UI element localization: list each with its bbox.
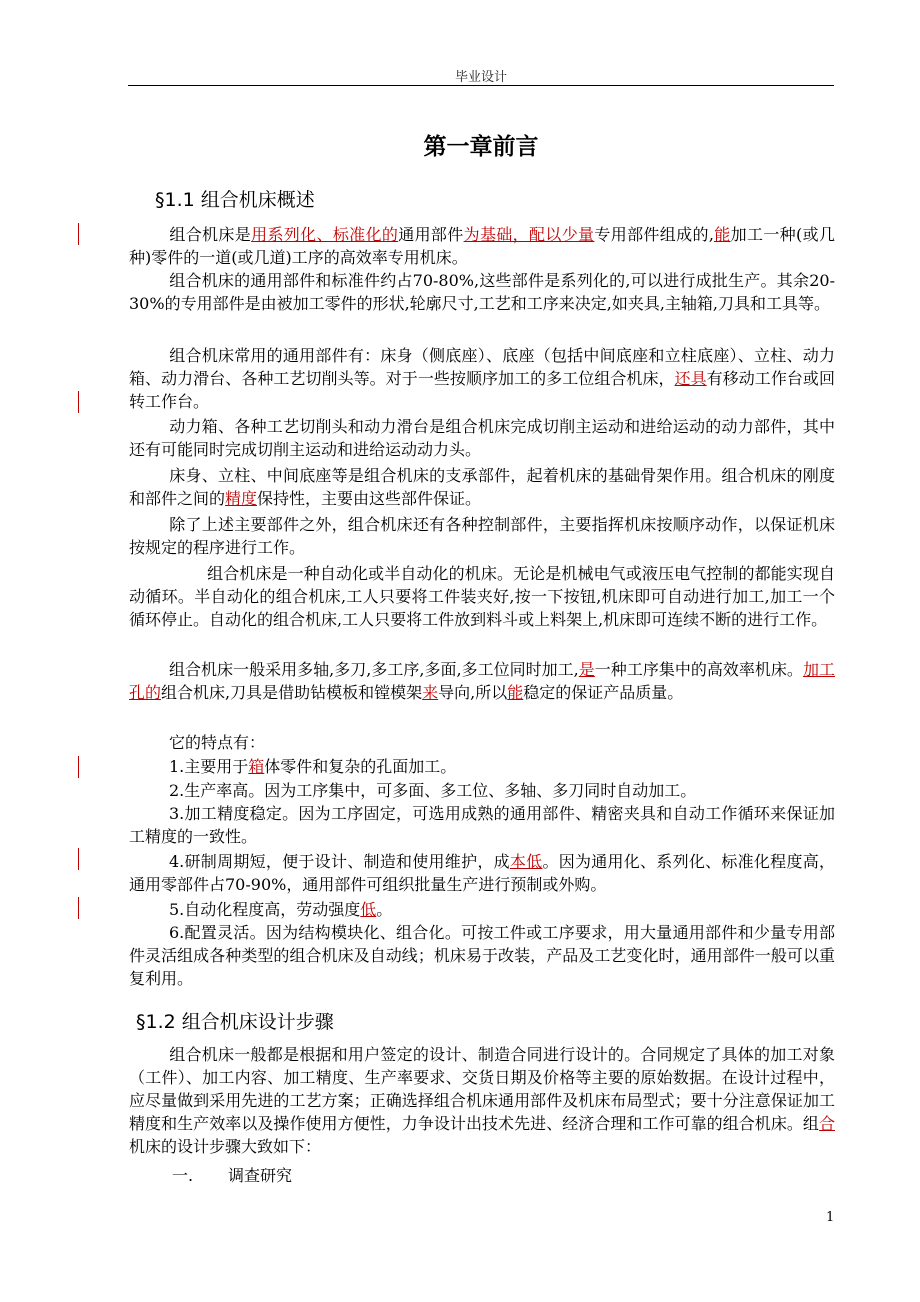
paragraph-1: 组合机床是用系列化、标准化的通用部件为基础，配以少量专用部件组成的,能加工一种(或几种)零件的一道(或几道)工序的高效率专用机床。 xyxy=(129,225,835,267)
feature-1: 1.主要用于箱体零件和复杂的孔面加工。 xyxy=(169,757,457,776)
paragraph-5: 床身、立柱、中间底座等是组合机床的支承部件，起着机床的基础骨架作用。组合机床的刚度和部件之间的精度保持性，主要由这些部件保证。 xyxy=(129,466,835,508)
feature-5: 5.自动化程度高，劳动强度低。 xyxy=(169,900,393,919)
section-heading-1-1: §1.1 组合机床概述 xyxy=(155,189,315,211)
paragraph-8: 组合机床一般采用多轴,多刀,多工序,多面,多工位同时加工,是一种工序集中的高效率机床。加工孔的组合机床,刀具是借助钻模板和镗模架来导向,所以能稳定的保证产品质量。 xyxy=(129,660,835,702)
paragraph-3: 组合机床常用的通用部件有：床身（侧底座）、底座（包括中间底座和立柱底座）、立柱、动力箱、动力滑台、各种工艺切削头等。对于一些按顺序加工的多工位组合机床，还具有移动工作台或回转工作台。 xyxy=(129,346,835,411)
revision-bar xyxy=(78,223,79,245)
revision-mark: 本低 xyxy=(509,852,543,871)
revision-mark: 能 xyxy=(507,683,524,702)
step-number: 一. xyxy=(172,1166,194,1185)
revision-mark: 低 xyxy=(360,900,377,919)
step-label: 调查研究 xyxy=(228,1166,293,1185)
feature-3: 3.加工精度稳定。因为工序固定，可选用成熟的通用部件、精密夹具和自动工作循环来保证加工精度的一致性。 xyxy=(129,804,835,846)
chapter-title: 第一章前言 xyxy=(423,134,539,160)
paragraph-6: 除了上述主要部件之外，组合机床还有各种控制部件，主要指挥机床按顺序动作，以保证机床按规定的程序进行工作。 xyxy=(129,515,835,557)
revision-mark: 还具 xyxy=(674,369,707,388)
revision-mark: 来 xyxy=(422,683,439,702)
revision-mark: 加工孔的 xyxy=(129,660,835,702)
step-item-1 xyxy=(172,1163,292,1186)
header-rule xyxy=(128,85,834,86)
revision-bar xyxy=(78,391,79,413)
revision-mark: 精度 xyxy=(225,489,258,508)
feature-6: 6.配置灵活。因为结构模块化、组合化。可按工件或工序要求，用大量通用部件和少量专用部件灵活组成各种类型的组合机床及自动线；机床易于改装，产品及工艺变化时，通用部件一般可以重复利用。 xyxy=(129,923,835,988)
revision-mark: 是 xyxy=(578,660,595,679)
revision-mark: 为基础，配以少量 xyxy=(463,225,595,244)
revision-mark: 用系列化、标准化的 xyxy=(251,225,399,244)
revision-bar xyxy=(78,848,79,870)
paragraph-2: 组合机床的通用部件和标准件约占70-80%,这些部件是系列化的,可以进行成批生产。其余20-30%的专用部件是由被加工零件的形状,轮廓尺寸,工艺和工序来决定,如夹具,主轴箱,刀具和工具等。 xyxy=(129,271,835,313)
feature-2: 2.生产率高。因为工序集中，可多面、多工位、多轴、多刀同时自动加工。 xyxy=(169,781,697,800)
page-header: 毕业设计 xyxy=(454,70,507,85)
page-number: 1 xyxy=(826,1210,835,1225)
revision-mark: 合 xyxy=(818,1114,835,1133)
paragraph-7: 组合机床是一种自动化或半自动化的机床。无论是机械电气或液压电气控制的都能实现自动循环。半自动化的组合机床,工人只要将工件装夹好,按一下按钮,机床即可自动进行加工,加工一个循环停止。自动化的组合机床,工人只要将工件放到料斗或上料架上,机床即可连续不断的进行工作。 xyxy=(129,564,835,629)
section-heading-1-2: §1.2 组合机床设计步骤 xyxy=(136,1011,334,1033)
feature-4: 4.研制周期短，便于设计、制造和使用维护，成本低。因为通用化、系列化、标准化程度高，通用零部件占70-90%，通用部件可组织批量生产进行预制或外购。 xyxy=(129,852,835,894)
revision-bar xyxy=(78,897,79,919)
paragraph-10: 组合机床一般都是根据和用户签定的设计、制造合同进行设计的。合同规定了具体的加工对象（工件）、加工内容、加工精度、生产率要求、交货日期及价格等主要的原始数据。在设计过程中，应尽量做到采用先进的工艺方案；正确选择组合机床通用部件及机床布局型式；要十分注意保证加工精度和生产效率以及操作使用方便性，力争设计出技术先进、经济合理和工作可靠的组合机床。组合机床的设计步骤大致如下： xyxy=(129,1045,835,1156)
paragraph-9: 它的特点有： xyxy=(169,733,266,752)
revision-bar xyxy=(78,756,79,778)
paragraph-4: 动力箱、各种工艺切削头和动力滑台是组合机床完成切削主运动和进给运动的动力部件，其中还有可能同时完成切削主运动和进给运动动力头。 xyxy=(129,417,835,459)
revision-mark: 能 xyxy=(713,225,731,244)
revision-mark: 箱 xyxy=(248,757,265,776)
